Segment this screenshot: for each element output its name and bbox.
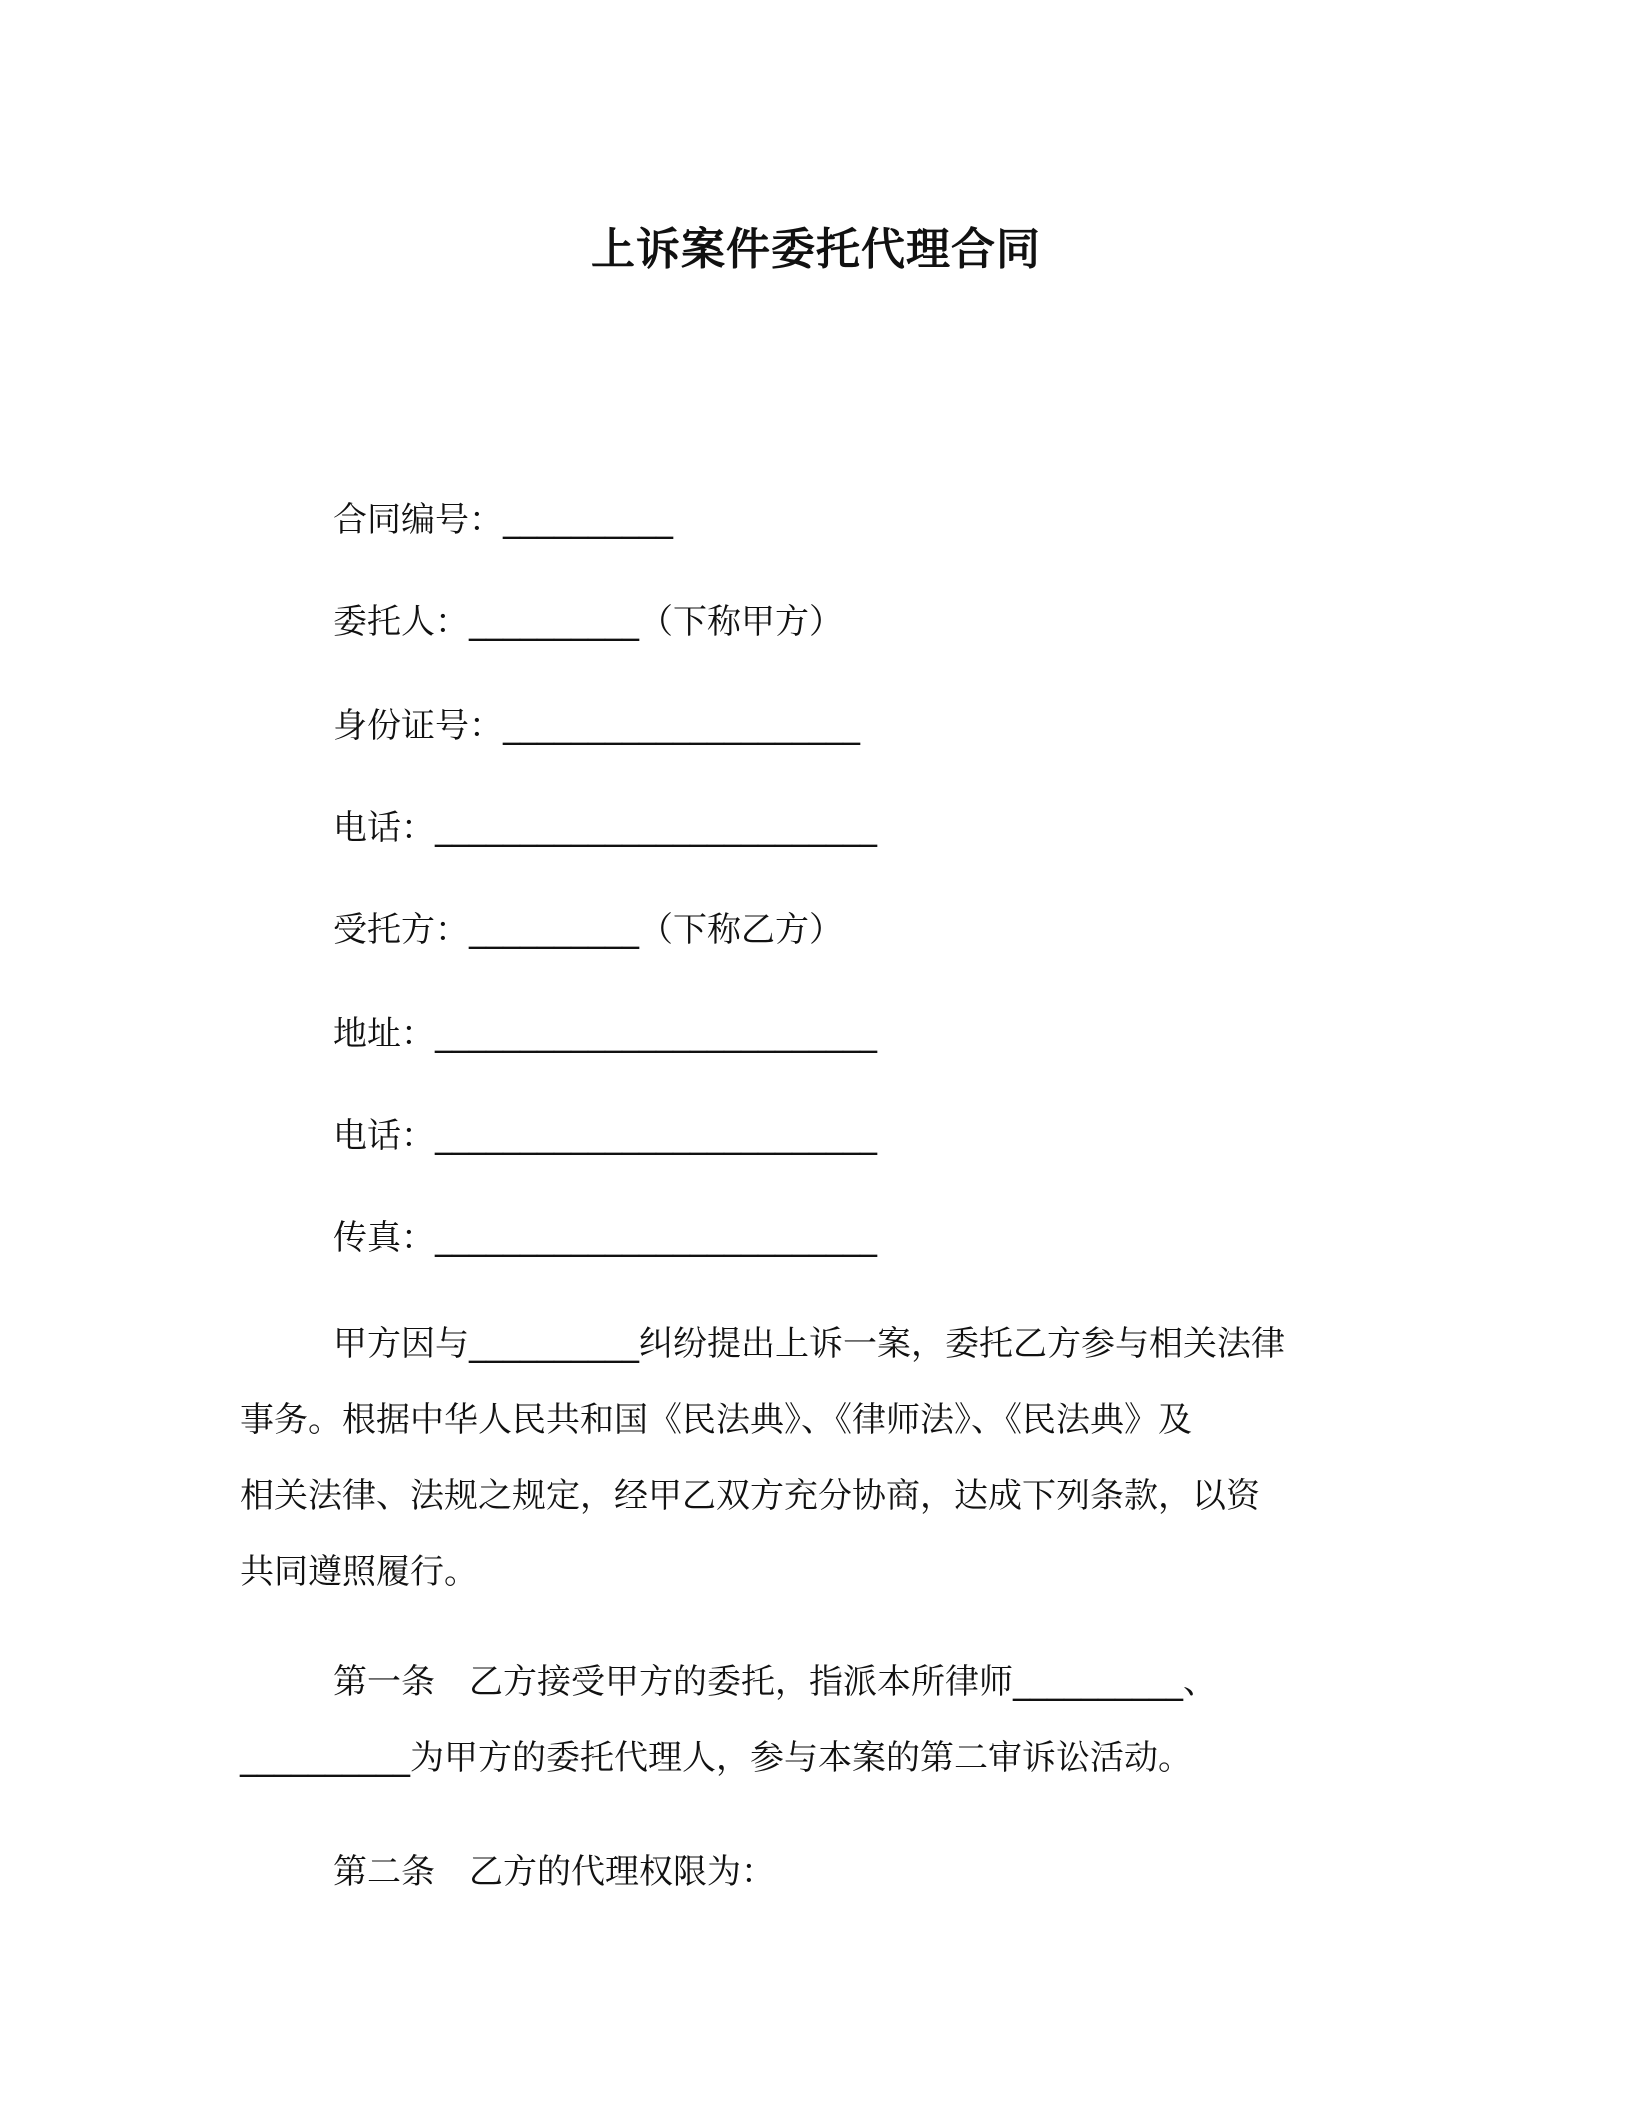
article-1-line: __________为甲方的委托代理人，参与本案的第二审诉讼活动。 bbox=[240, 1738, 1192, 1778]
intro-line: 事务。根据中华人民共和国《民法典》、《律师法》、《民法典》及 bbox=[240, 1400, 1192, 1440]
intro-paragraph bbox=[240, 1306, 1390, 1610]
principal-field: 委托人：__________（下称甲方） bbox=[333, 602, 843, 642]
article-2-paragraph bbox=[240, 1834, 1390, 1910]
agent-field: 受托方：__________（下称乙方） bbox=[333, 910, 843, 950]
intro-line: 甲方因与__________纠纷提出上诉一案，委托乙方参与相关法律 bbox=[333, 1324, 1285, 1364]
address-field: 地址：__________________________ bbox=[333, 1014, 877, 1054]
intro-line: 共同遵照履行。 bbox=[240, 1552, 478, 1592]
intro-line: 相关法律、法规之规定，经甲乙双方充分协商，达成下列条款，以资 bbox=[240, 1476, 1260, 1516]
article-1-paragraph bbox=[240, 1644, 1390, 1796]
principal-phone-field: 电话：__________________________ bbox=[333, 808, 877, 848]
fax-field: 传真：__________________________ bbox=[333, 1218, 877, 1258]
agent-phone-field: 电话：__________________________ bbox=[333, 1116, 877, 1156]
id-number-field: 身份证号：_____________________ bbox=[333, 706, 860, 746]
document-title: 上诉案件委托代理合同 bbox=[591, 224, 1041, 275]
article-2-line: 第二条 乙方的代理权限为： bbox=[333, 1852, 775, 1892]
article-1-line: 第一条 乙方接受甲方的委托，指派本所律师__________、 bbox=[333, 1662, 1217, 1702]
contract-number-field: 合同编号：__________ bbox=[333, 500, 673, 540]
